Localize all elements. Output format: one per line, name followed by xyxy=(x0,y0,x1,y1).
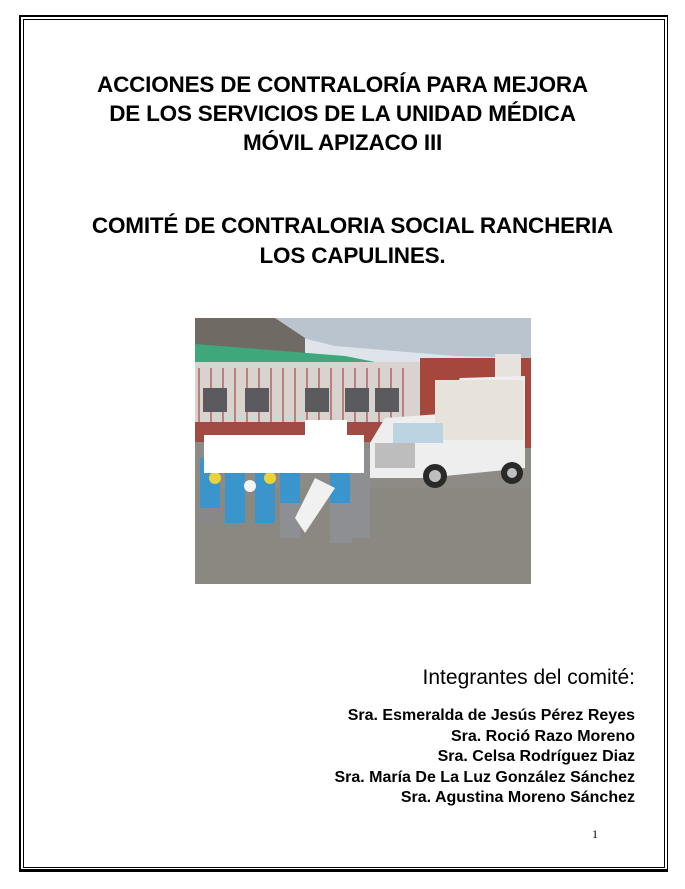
page-number: 1 xyxy=(592,827,598,841)
subtitle-line: COMITÉ DE CONTRALORIA SOCIAL RANCHERIA xyxy=(91,213,614,238)
document-title xyxy=(60,70,625,157)
committee-title xyxy=(60,211,645,271)
member-name: Sra. Celsa Rodríguez Diaz xyxy=(437,748,635,765)
members-list xyxy=(334,706,635,809)
member-name: Sra. Roció Razo Moreno xyxy=(450,727,635,745)
title-line: ACCIONES DE CONTRALORÍA PARA MEJORA xyxy=(97,72,588,97)
title-line: DE LOS SERVICIOS DE LA UNIDAD MÉDICA xyxy=(109,101,576,126)
member-name: Sra. María De La Luz González Sánchez xyxy=(334,768,635,786)
members-heading: Integrantes del comité: xyxy=(422,666,635,689)
committee-photo xyxy=(195,318,531,584)
member-name: Sra. Agustina Moreno Sánchez xyxy=(400,789,635,806)
title-line: MÓVIL APIZACO III xyxy=(242,130,443,155)
subtitle-line: LOS CAPULINES. xyxy=(259,243,446,268)
member-name: Sra. Esmeralda de Jesús Pérez Reyes xyxy=(347,707,635,724)
